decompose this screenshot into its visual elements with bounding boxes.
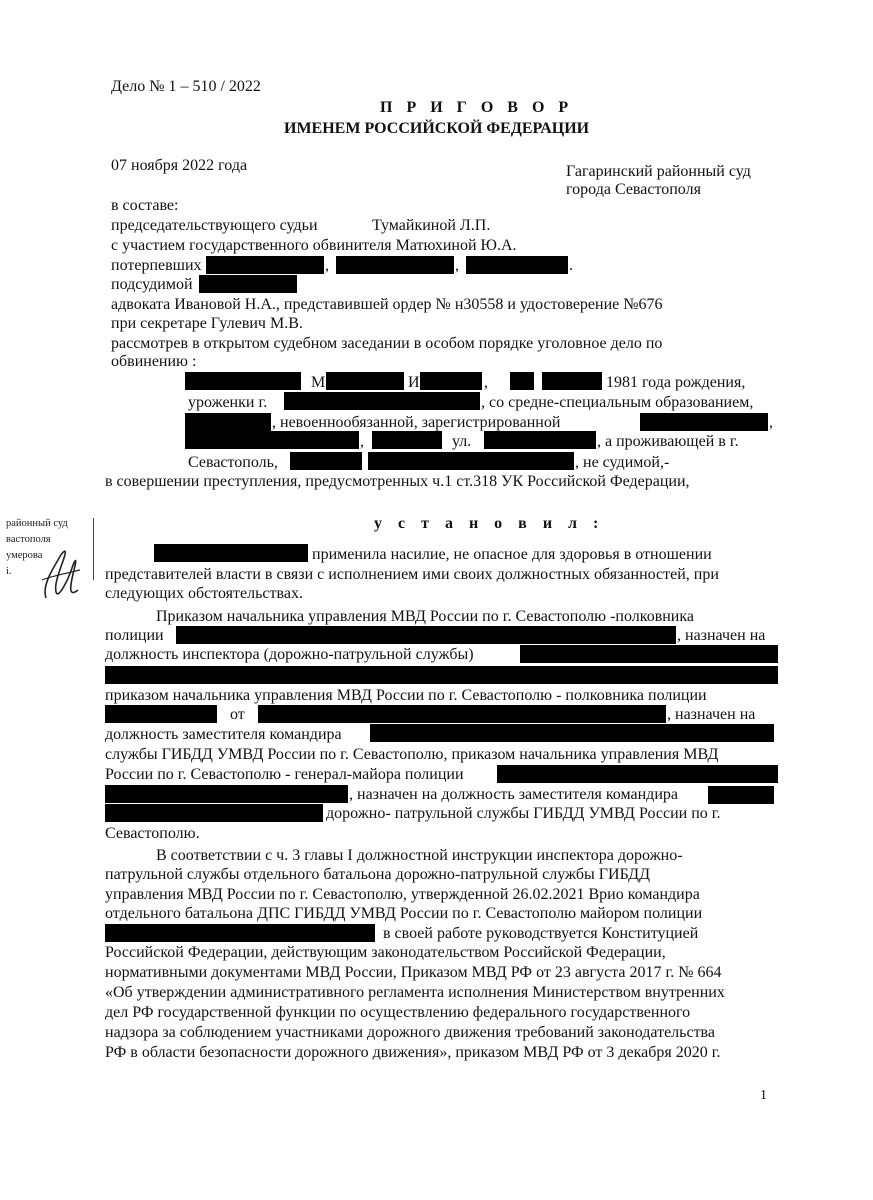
body-line: В соответствии с ч. 3 главы I должностной инструкции инспектора дорожно- xyxy=(156,847,683,864)
body-line: должность инспектора (дорожно-патрульной службы) xyxy=(105,646,474,663)
body-line: представителей власти в связи с исполнением ими своих должностных обязанностей, при xyxy=(105,566,719,583)
redaction xyxy=(258,705,666,723)
body-line: Приказом начальника управления МВД России по г. Севастополю -полковника xyxy=(156,608,694,625)
court-stamp: районный суд вастополя умерова і. xyxy=(0,514,104,586)
considered-line-2: обвинению : xyxy=(111,353,197,370)
document-subtitle: ИМЕНЕМ РОССИЙСКОЙ ФЕДЕРАЦИИ xyxy=(284,120,590,137)
redaction xyxy=(206,256,324,274)
redaction xyxy=(466,256,568,274)
redaction xyxy=(420,372,482,390)
body-line: дел РФ государственной функции по осуществлению федерального государственного xyxy=(105,1004,691,1021)
redaction xyxy=(105,666,778,684)
body-line: применила насилие, не опасное для здоровья в отношении xyxy=(312,546,712,563)
body-line: России по г. Севастополю - генерал-майора полиции xyxy=(105,766,464,783)
case-number: Дело № 1 – 510 / 2022 xyxy=(111,78,261,95)
composition-heading: в составе: xyxy=(111,197,179,214)
redaction xyxy=(326,372,404,390)
body-line: , назначен на xyxy=(677,627,766,644)
redaction xyxy=(105,705,217,723)
redaction xyxy=(520,645,778,663)
body-line: в своей работе руководствуется Конституцией xyxy=(383,925,699,942)
body-line: службы ГИБДД УМВД России по г. Севастополю, приказом начальника управления МВД xyxy=(105,746,719,763)
redaction xyxy=(510,372,534,390)
lawyer-line: адвоката Ивановой Н.А., представившей ордер № н30558 и удостоверение №676 xyxy=(111,296,663,313)
body-line: отдельного батальона ДПС ГИБДД УМВД России по г. Севастополю майором полиции xyxy=(105,905,703,922)
court-name-line2: города Севастополя xyxy=(566,181,701,198)
body-line: от xyxy=(230,706,245,723)
redaction xyxy=(185,372,301,390)
redaction xyxy=(484,431,596,449)
body-line: дорожно- патрульной службы ГИБДД УМВД России по г. xyxy=(326,805,721,822)
court-name-line1: Гагаринский районный суд xyxy=(566,163,751,180)
redaction xyxy=(154,544,308,562)
redaction xyxy=(708,786,774,804)
redaction xyxy=(185,413,271,431)
redaction xyxy=(372,431,442,449)
body-line: приказом начальника управления МВД России по г. Севастополю - полковника полиции xyxy=(105,687,707,704)
signature xyxy=(38,540,84,606)
redaction xyxy=(336,256,454,274)
body-line: полиции xyxy=(105,627,164,644)
defendant-label: подсудимой xyxy=(111,276,193,293)
redaction xyxy=(199,275,297,293)
redaction xyxy=(497,765,778,783)
body-line: Российской Федерации, действующим законодательством Российской Федерации, xyxy=(105,944,666,961)
body-line: , назначен на xyxy=(667,706,756,723)
redaction xyxy=(640,413,768,431)
redaction xyxy=(105,804,323,822)
judge-name: Тумайкиной Л.П. xyxy=(372,217,491,234)
prosecutor-line: с участием государственного обвинителя Матюхиной Ю.А. xyxy=(111,237,517,254)
redaction xyxy=(105,785,348,803)
body-line: патрульной службы отдельного батальона дорожно-патрульной службы ГИБДД xyxy=(105,866,650,883)
secretary-line: при секретаре Гулевич М.В. xyxy=(111,315,303,332)
body-line: , назначен на должность заместителя командира xyxy=(349,786,678,803)
body-line: следующих обстоятельствах. xyxy=(105,585,303,602)
verdict-date: 07 ноября 2022 года xyxy=(111,157,248,174)
body-line: «Об утверждении административного регламента исполнения Министерством внутренних xyxy=(105,984,725,1001)
redaction xyxy=(105,924,375,942)
document-title: П Р И Г О В О Р xyxy=(380,99,574,116)
body-line: должность заместителя командира xyxy=(105,726,342,743)
redaction xyxy=(290,452,362,470)
redaction xyxy=(176,626,676,644)
redaction xyxy=(284,392,480,410)
redaction xyxy=(542,372,602,390)
redaction xyxy=(370,724,774,742)
body-line: нормативными документами МВД России, Приказом МВД РФ от 23 августа 2017 г. № 664 xyxy=(105,964,722,981)
judge-label: председательствующего судьи xyxy=(111,217,318,234)
considered-line-1: рассмотрев в открытом судебном заседании в особом порядке уголовное дело по xyxy=(111,335,663,352)
redaction xyxy=(368,452,574,470)
body-line: надзора за соблюдением участниками дорожного движения требований законодательства xyxy=(105,1024,715,1041)
redaction xyxy=(185,431,359,449)
charge-line: в совершении преступления, предусмотренных ч.1 ст.318 УК Российской Федерации, xyxy=(105,473,690,490)
body-line: РФ в области безопасности дорожного движения», приказом МВД РФ от 3 декабря 2020 г. xyxy=(105,1044,721,1061)
victims-label: потерпевших xyxy=(111,257,202,274)
page-number: 1 xyxy=(760,1088,767,1103)
body-line: Севастополю. xyxy=(105,825,200,842)
body-line: управления МВД России по г. Севастополю, утвержденной 26.02.2021 Врио командира xyxy=(105,886,700,903)
established-heading: у с т а н о в и л : xyxy=(374,515,605,532)
